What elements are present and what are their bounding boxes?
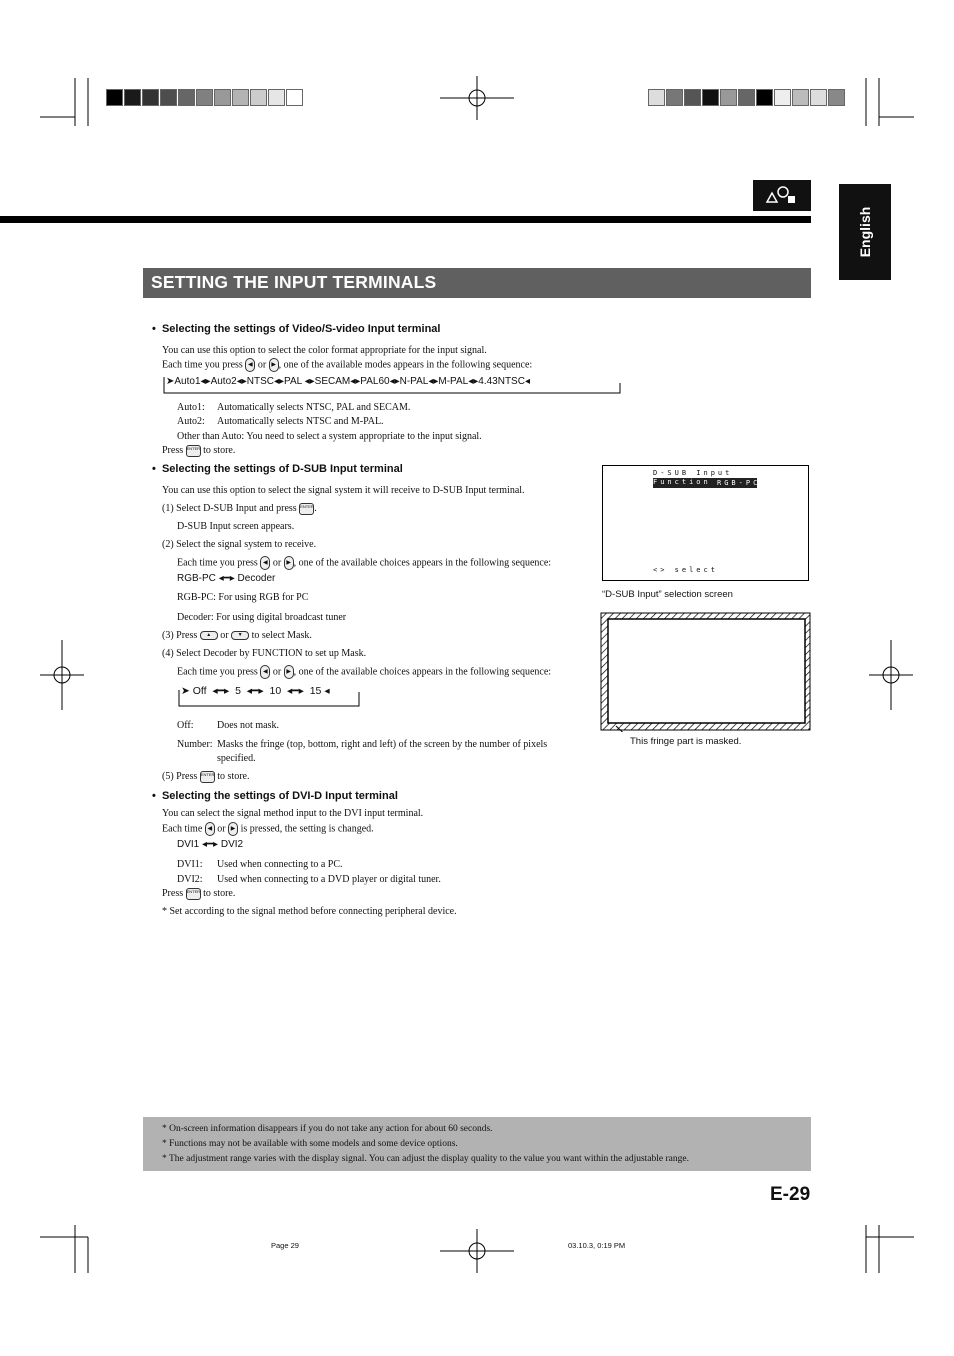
swatch — [160, 89, 177, 106]
text: or — [272, 557, 282, 569]
def-desc: Does not mask. — [217, 720, 279, 731]
right-button-icon: ▶ — [284, 556, 294, 570]
def-auto1 — [177, 401, 410, 414]
swatch — [666, 89, 683, 106]
swatch — [756, 89, 773, 106]
arrow-back-icon: ◂ — [324, 685, 330, 697]
double-arrow-icon: ◂▸ — [301, 376, 315, 387]
seq-item: DVI1 — [177, 839, 200, 850]
double-arrow-icon: ◂▸ — [468, 376, 479, 387]
arrow-icon: ➤ — [166, 376, 175, 387]
def-term: Number: — [177, 739, 213, 750]
dsub-heading — [152, 463, 403, 475]
menu-settings-icon — [753, 180, 811, 211]
text: Each time — [162, 823, 203, 835]
sequence-items — [166, 376, 530, 387]
swatch — [774, 89, 791, 106]
double-arrow-icon: ◂━▸ — [209, 685, 233, 697]
seq-item: PAL — [284, 376, 302, 387]
text: to store. — [203, 888, 236, 899]
seq-item: Decoder — [237, 573, 276, 584]
mask-item: Off — [192, 685, 207, 697]
double-arrow-icon: ◂━▸ — [202, 839, 219, 850]
left-button-icon: ◀ — [245, 358, 255, 372]
text: (1) Select D-SUB Input and press — [162, 503, 297, 514]
osd-value: RGB-PC — [717, 479, 761, 487]
text: or — [257, 359, 267, 371]
text: , one of the available modes appears in the following sequence: — [278, 359, 533, 371]
seq-item: Auto1 — [174, 376, 201, 387]
seq-item: DVI2 — [220, 839, 244, 850]
text: or — [220, 630, 229, 641]
dvi-sequence — [177, 839, 243, 850]
mask-sequence — [177, 684, 361, 708]
swatch — [738, 89, 755, 106]
double-arrow-icon: ◂▸ — [200, 376, 211, 387]
double-arrow-icon: ◂━▸ — [243, 685, 267, 697]
mask-item: 10 — [269, 685, 282, 697]
dsub-step1-note: D-SUB Input screen appears. — [177, 521, 295, 532]
triangle-circle-square-icon — [753, 180, 811, 211]
swatch — [702, 89, 719, 106]
text: Press — [162, 888, 184, 899]
dsub-step3 — [162, 629, 312, 642]
video-press-line — [162, 358, 532, 372]
mask-diagram — [600, 612, 811, 732]
left-button-icon: ◀ — [260, 665, 270, 679]
dsub-intro: You can use this option to select the signal system it will receive to D-SUB Input terminal. — [162, 485, 525, 496]
language-tab — [839, 184, 891, 280]
enter-button-icon: ENTER — [186, 888, 201, 900]
video-intro: You can use this option to select the color format appropriate for the input signal. — [162, 345, 487, 356]
footer-date: 03.10.3, 0:19 PM — [568, 1241, 626, 1250]
enter-button-icon: ENTER — [186, 445, 201, 457]
swatch — [250, 89, 267, 106]
header-rule — [0, 216, 811, 223]
mask-items — [181, 685, 330, 697]
decoder-def: Decoder: For using digital broadcast tuner — [177, 612, 347, 623]
bullet: • — [152, 463, 162, 475]
osd-item: Function — [653, 478, 711, 486]
swatch — [684, 89, 701, 106]
text: Press — [162, 445, 184, 456]
double-arrow-icon: ◂▸ — [236, 376, 247, 387]
left-button-icon: ◀ — [205, 822, 215, 836]
text: or — [272, 666, 282, 678]
video-sequence — [162, 375, 622, 395]
osd-hint: <> select — [653, 566, 718, 574]
down-button-icon: ▼ — [231, 631, 249, 640]
def-desc: Used when connecting to a PC. — [217, 859, 343, 870]
mask-item: 15 — [309, 685, 322, 697]
note-line: * Functions may not be available with some models and some device options. — [162, 1139, 458, 1149]
def-term: DVI2: — [177, 874, 203, 885]
swatch — [178, 89, 195, 106]
def-term: Auto2: — [177, 416, 205, 427]
def-desc: Automatically selects NTSC and M-PAL. — [217, 416, 384, 427]
text: Each time you press — [162, 359, 243, 371]
swatch — [648, 89, 665, 106]
text: , one of the available choices appears in the following sequence: — [293, 666, 552, 678]
osd-title: D-SUB Input — [653, 469, 733, 477]
enter-button-icon: ENTER — [200, 771, 215, 783]
dsub-step2: (2) Select the signal system to receive. — [162, 539, 317, 550]
dsub-step4: (4) Select Decoder by FUNCTION to set up Mask. — [162, 648, 367, 659]
def-desc: Masks the fringe (top, bottom, right and left) of the screen by the number of pixels — [217, 739, 548, 750]
mask-item: 5 — [235, 685, 241, 697]
dvi-heading-text: Selecting the settings of DVI-D Input terminal — [161, 790, 398, 802]
seq-item: PAL60 — [360, 376, 390, 387]
text: (5) Press — [162, 771, 198, 782]
dvi-store — [162, 887, 235, 900]
dsub-sequence — [177, 573, 275, 584]
double-arrow-icon: ◂━▸ — [284, 685, 307, 697]
swatch — [792, 89, 809, 106]
right-button-icon: ▶ — [269, 358, 279, 372]
text: , one of the available choices appears in the following sequence: — [293, 557, 552, 569]
swatch — [828, 89, 845, 106]
text: (3) Press — [162, 630, 198, 641]
dvi-each — [162, 822, 374, 836]
def-off — [177, 719, 279, 732]
dvi-note: * Set according to the signal method before connecting peripheral device. — [162, 906, 457, 917]
note-line: * On-screen information disappears if you do not take any action for about 60 seconds. — [162, 1124, 493, 1134]
left-button-icon: ◀ — [260, 556, 270, 570]
note-line: * The adjustment range varies with the display signal. You can adjust the display quality to the value you want within the adjustable range. — [162, 1154, 689, 1164]
arrow-back-icon: ◂ — [524, 376, 530, 387]
dsub-step4-press — [177, 665, 551, 679]
right-button-icon: ▶ — [284, 665, 294, 679]
text: Each time you press — [177, 557, 258, 569]
text: Each time you press — [177, 666, 258, 678]
seq-item: N-PAL — [399, 376, 429, 387]
dsub-step1 — [162, 502, 317, 515]
swatch — [142, 89, 159, 106]
section-title: SETTING THE INPUT TERMINALS — [151, 272, 437, 292]
video-store — [162, 444, 235, 457]
swatch — [232, 89, 249, 106]
seq-item: SECAM — [314, 376, 351, 387]
double-arrow-icon: ◂━▸ — [218, 573, 235, 584]
seq-item: M-PAL — [438, 376, 469, 387]
def-term: Off: — [177, 720, 194, 731]
language-label: English — [857, 206, 873, 258]
arrow-icon: ➤ — [181, 685, 190, 697]
double-arrow-icon: ◂▸ — [274, 376, 285, 387]
swatch — [106, 89, 123, 106]
footer-page: Page 29 — [271, 1241, 299, 1250]
enter-button-icon: ENTER — [299, 503, 314, 515]
dvi-heading — [152, 790, 398, 802]
right-button-icon: ▶ — [228, 822, 238, 836]
seq-item: Auto2 — [210, 376, 237, 387]
text: to select Mask. — [251, 630, 312, 641]
seq-item: RGB-PC — [177, 573, 216, 584]
rgbpc-def: RGB-PC: For using RGB for PC — [177, 592, 309, 603]
page-number: E-29 — [770, 1184, 811, 1205]
seq-item: 4.43NTSC — [478, 376, 525, 387]
def-number — [177, 738, 547, 751]
seq-item: NTSC — [246, 376, 274, 387]
dsub-step5 — [162, 770, 250, 783]
bullet: • — [152, 323, 162, 335]
osd-highlight-row — [653, 478, 761, 488]
def-term: Auto1: — [177, 402, 205, 413]
up-button-icon: ▲ — [200, 631, 218, 640]
osd-caption: “D-SUB Input” selection screen — [602, 589, 733, 600]
text: to store. — [203, 445, 236, 456]
def-term: DVI1: — [177, 859, 203, 870]
dsub-heading-text: Selecting the settings of D-SUB Input terminal — [161, 463, 403, 475]
double-arrow-icon: ◂▸ — [350, 376, 361, 387]
mask-caption: This fringe part is masked. — [630, 736, 742, 747]
swatch — [720, 89, 737, 106]
swatch — [810, 89, 827, 106]
def-number-cont: specified. — [217, 753, 256, 764]
mask-fringe-graphic — [600, 612, 811, 732]
swatch — [196, 89, 213, 106]
def-desc: Automatically selects NTSC, PAL and SECAM. — [217, 402, 411, 413]
def-auto2 — [177, 415, 384, 428]
video-heading-text: Selecting the settings of Video/S-video Input terminal — [161, 323, 441, 335]
text: or — [217, 823, 226, 835]
swatch — [214, 89, 231, 106]
video-heading — [152, 323, 440, 335]
def-desc: Used when connecting to a DVD player or digital tuner. — [217, 874, 441, 885]
text: . — [314, 503, 317, 514]
swatch — [268, 89, 285, 106]
def-dvi1 — [177, 858, 343, 871]
swatch — [124, 89, 141, 106]
double-arrow-icon: ◂▸ — [428, 376, 439, 387]
dsub-step2-press — [177, 556, 551, 570]
dvi-intro: You can select the signal method input to the DVI input terminal. — [162, 808, 424, 819]
double-arrow-icon: ◂▸ — [389, 376, 400, 387]
text: is pressed, the setting is changed. — [240, 823, 374, 835]
def-dvi2 — [177, 873, 441, 886]
osd-screen — [602, 465, 809, 581]
bullet: • — [152, 790, 162, 802]
text: to store. — [217, 771, 250, 782]
swatch — [286, 89, 303, 106]
other-than-auto: Other than Auto: You need to select a system appropriate to the input signal. — [177, 431, 482, 442]
